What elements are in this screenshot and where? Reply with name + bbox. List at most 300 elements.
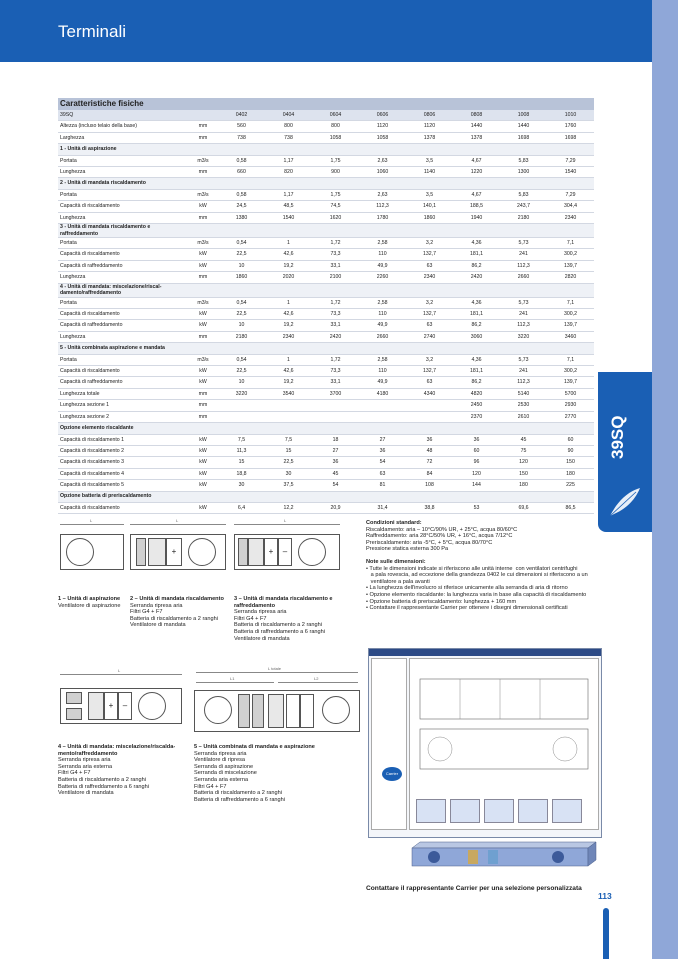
section-label: 3 - Unità di mandata riscaldamento e raffreddamento bbox=[58, 224, 188, 238]
fan-icon bbox=[138, 692, 166, 720]
empty-cell bbox=[188, 178, 218, 189]
diagram-unit-4 bbox=[58, 668, 184, 738]
dimension-line bbox=[234, 524, 340, 525]
damper-icon bbox=[238, 694, 250, 728]
value-cell: 1060 bbox=[359, 167, 406, 178]
dimension-label: L bbox=[118, 668, 121, 673]
value-cell: 1940 bbox=[453, 212, 500, 223]
unit-cell: mm bbox=[188, 272, 218, 283]
unit-cell: m3/s bbox=[188, 238, 218, 249]
caption-line: Ventilatore di aspirazione bbox=[58, 602, 121, 609]
row-label: Portata bbox=[58, 189, 188, 200]
software-screenshot bbox=[368, 648, 602, 838]
plus-symbol: + bbox=[268, 547, 274, 556]
empty-cell bbox=[312, 144, 359, 155]
unit-cell: kW bbox=[188, 201, 218, 212]
value-cell: 560 bbox=[218, 121, 265, 132]
value-cell: 2,58 bbox=[359, 297, 406, 308]
value-cell: 54 bbox=[312, 480, 359, 491]
value-cell: 1058 bbox=[359, 132, 406, 143]
value-cell: 3540 bbox=[265, 388, 312, 399]
section-label: Opzione elemento riscaldante bbox=[58, 423, 188, 434]
unit-cell: kW bbox=[188, 320, 218, 331]
value-cell: 1860 bbox=[218, 272, 265, 283]
value-cell bbox=[218, 411, 265, 422]
value-cell: 3,2 bbox=[406, 354, 453, 365]
value-cell: 181,1 bbox=[453, 249, 500, 260]
value-cell: 181,1 bbox=[453, 309, 500, 320]
unit-cell: kW bbox=[188, 377, 218, 388]
value-cell: 1140 bbox=[406, 167, 453, 178]
damper-icon bbox=[66, 708, 82, 720]
empty-cell bbox=[312, 224, 359, 238]
damper-icon bbox=[238, 538, 248, 566]
dimension-line bbox=[60, 674, 182, 675]
heating-coil-icon bbox=[286, 694, 300, 728]
model-cell: 0806 bbox=[406, 110, 453, 121]
empty-cell bbox=[406, 343, 453, 354]
value-cell: 150 bbox=[500, 468, 547, 479]
table-row bbox=[58, 249, 594, 260]
row-label: Capacità di riscaldamento bbox=[58, 366, 188, 377]
value-cell bbox=[265, 411, 312, 422]
specs-table-section bbox=[58, 98, 594, 514]
value-cell: 188,5 bbox=[453, 201, 500, 212]
value-cell: 108 bbox=[406, 480, 453, 491]
unit-cell: kW bbox=[188, 366, 218, 377]
table-row bbox=[58, 331, 594, 342]
section-label: 4 - Unità di mandata: miscelazione/riscal-damento/raffreddamento bbox=[58, 283, 188, 297]
value-cell: 2660 bbox=[359, 331, 406, 342]
value-cell: 241 bbox=[500, 249, 547, 260]
empty-cell bbox=[265, 283, 312, 297]
caption-line: Batteria di riscaldamento a 2 ranghi bbox=[58, 776, 146, 783]
value-cell: 2450 bbox=[453, 400, 500, 411]
value-cell: 30 bbox=[265, 468, 312, 479]
unit-cell: mm bbox=[188, 132, 218, 143]
page-title: Terminali bbox=[58, 22, 127, 41]
value-cell: 31,4 bbox=[359, 502, 406, 513]
value-cell: 12,2 bbox=[265, 502, 312, 513]
value-cell: 10 bbox=[218, 260, 265, 271]
caption-unit-4 bbox=[58, 744, 188, 797]
unit-cell: m3/s bbox=[188, 155, 218, 166]
value-cell: 22,5 bbox=[265, 457, 312, 468]
table-row bbox=[58, 238, 594, 249]
caption-line: Serranda ripresa aria bbox=[58, 757, 111, 764]
row-label: Lunghezza bbox=[58, 331, 188, 342]
row-label: Lunghezza bbox=[58, 167, 188, 178]
value-cell bbox=[359, 400, 406, 411]
minus-symbol: – bbox=[122, 701, 128, 710]
value-cell: 22,5 bbox=[218, 249, 265, 260]
table-row bbox=[58, 457, 594, 468]
value-cell: 1698 bbox=[547, 132, 594, 143]
caption-line: Filtri G4 + F7 bbox=[194, 783, 227, 790]
caption-line: Filtri G4 + F7 bbox=[130, 609, 163, 616]
value-cell: 5,73 bbox=[500, 238, 547, 249]
value-cell: 86,2 bbox=[453, 320, 500, 331]
cooling-coil-icon bbox=[278, 538, 292, 566]
dimension-label: L bbox=[90, 518, 93, 523]
empty-cell bbox=[359, 423, 406, 434]
value-cell: 38,8 bbox=[406, 502, 453, 513]
fan-icon bbox=[298, 538, 326, 566]
section-label: 1 - Unità di aspirazione bbox=[58, 144, 188, 155]
value-cell: 144 bbox=[453, 480, 500, 491]
thumbnail bbox=[450, 799, 480, 823]
fan-icon bbox=[66, 538, 94, 566]
unit-cell: kW bbox=[188, 502, 218, 513]
empty-cell bbox=[500, 423, 547, 434]
empty-cell bbox=[500, 178, 547, 189]
return-fan-icon bbox=[204, 696, 232, 724]
value-cell: 18 bbox=[312, 434, 359, 445]
table-row bbox=[58, 121, 594, 132]
unit-cell: m3/s bbox=[188, 354, 218, 365]
unit-cell bbox=[188, 110, 218, 121]
contact-note: Contattare il rappresentante Carrier per una selezione personalizzata bbox=[366, 885, 582, 892]
value-cell: 75 bbox=[500, 445, 547, 456]
model-cell: 0404 bbox=[265, 110, 312, 121]
row-label: Portata bbox=[58, 297, 188, 308]
damper-icon bbox=[136, 538, 146, 566]
row-label: Portata bbox=[58, 354, 188, 365]
value-cell: 3220 bbox=[500, 331, 547, 342]
value-cell: 1,72 bbox=[312, 354, 359, 365]
table-row bbox=[58, 468, 594, 479]
value-cell: 140,1 bbox=[406, 201, 453, 212]
value-cell: 4180 bbox=[359, 388, 406, 399]
value-cell: 1760 bbox=[547, 121, 594, 132]
value-cell bbox=[312, 400, 359, 411]
value-cell: 2,58 bbox=[359, 238, 406, 249]
row-label: Capacità di riscaldamento bbox=[58, 309, 188, 320]
unit-cell: kW bbox=[188, 468, 218, 479]
model-cell: 1010 bbox=[547, 110, 594, 121]
table-row bbox=[58, 155, 594, 166]
value-cell: 69,6 bbox=[500, 502, 547, 513]
empty-cell bbox=[218, 343, 265, 354]
empty-cell bbox=[359, 343, 406, 354]
value-cell: 7,1 bbox=[547, 238, 594, 249]
empty-cell bbox=[312, 178, 359, 189]
page-header bbox=[0, 0, 652, 62]
value-cell: 139,7 bbox=[547, 377, 594, 388]
caption-line: Batteria di riscaldamento a 2 ranghi bbox=[234, 622, 322, 629]
unit-3d-model bbox=[408, 838, 600, 868]
plus-symbol: + bbox=[108, 701, 114, 710]
value-cell: 6,4 bbox=[218, 502, 265, 513]
note-line: ventilatore a pala avanti bbox=[366, 578, 430, 585]
row-label: Altezza (incluso telaio della base) bbox=[58, 121, 188, 132]
value-cell: 33,1 bbox=[312, 377, 359, 388]
empty-cell bbox=[218, 423, 265, 434]
value-cell: 53 bbox=[453, 502, 500, 513]
right-sidebar-strip bbox=[652, 0, 678, 959]
product-tab bbox=[598, 372, 652, 532]
value-cell: 2,63 bbox=[359, 189, 406, 200]
caption-title: 4 – Unità di mandata: miscelazione/riscalda-mento/raffreddamento bbox=[58, 744, 176, 757]
unit-cell: m3/s bbox=[188, 297, 218, 308]
note-line: • Contattare il rappresentante Carrier per ottenere i disegni dimensionali certificati bbox=[366, 605, 568, 612]
table-row bbox=[58, 189, 594, 200]
empty-cell bbox=[359, 178, 406, 189]
table-section-row bbox=[58, 343, 594, 354]
value-cell: 1,75 bbox=[312, 189, 359, 200]
empty-cell bbox=[453, 283, 500, 297]
row-label: Lunghezza bbox=[58, 212, 188, 223]
value-cell: 112,3 bbox=[359, 201, 406, 212]
note-line: Pressione statica esterna 300 Pa bbox=[366, 546, 449, 553]
empty-cell bbox=[359, 491, 406, 502]
value-cell: 63 bbox=[406, 320, 453, 331]
value-cell: 1378 bbox=[406, 132, 453, 143]
unit-cell: mm bbox=[188, 411, 218, 422]
empty-cell bbox=[312, 491, 359, 502]
dimension-label: L bbox=[176, 518, 179, 523]
value-cell: 48,5 bbox=[265, 201, 312, 212]
empty-cell bbox=[359, 283, 406, 297]
caption-line: Filtri G4 + F7 bbox=[234, 615, 267, 622]
value-cell: 63 bbox=[359, 468, 406, 479]
value-cell: 180 bbox=[547, 468, 594, 479]
filter-icon bbox=[88, 692, 104, 720]
row-label: Capacità di riscaldamento 2 bbox=[58, 445, 188, 456]
value-cell: 2660 bbox=[500, 272, 547, 283]
value-cell: 1,17 bbox=[265, 155, 312, 166]
unit-drawing-icon bbox=[410, 659, 598, 789]
empty-cell bbox=[453, 224, 500, 238]
dimension-line bbox=[130, 524, 226, 525]
value-cell: 42,6 bbox=[265, 366, 312, 377]
value-cell: 4,36 bbox=[453, 297, 500, 308]
thumbnail bbox=[484, 799, 514, 823]
value-cell: 7,29 bbox=[547, 189, 594, 200]
empty-cell bbox=[312, 423, 359, 434]
caption-line: Serranda di aspirazione bbox=[194, 763, 254, 770]
value-cell: 3460 bbox=[547, 331, 594, 342]
value-cell: 1440 bbox=[453, 121, 500, 132]
value-cell: 300,2 bbox=[547, 309, 594, 320]
value-cell: 1,72 bbox=[312, 297, 359, 308]
value-cell: 800 bbox=[265, 121, 312, 132]
section-label: 2 - Unità di mandata riscaldamento bbox=[58, 178, 188, 189]
fan-icon bbox=[322, 696, 350, 724]
row-label: Lunghezza bbox=[58, 272, 188, 283]
empty-cell bbox=[265, 178, 312, 189]
diagram-unit-3 bbox=[232, 518, 342, 586]
row-label: Capacità di riscaldamento 1 bbox=[58, 434, 188, 445]
value-cell: 2370 bbox=[453, 411, 500, 422]
diagram-unit-5 bbox=[190, 666, 362, 740]
value-cell: 132,7 bbox=[406, 249, 453, 260]
value-cell: 2530 bbox=[500, 400, 547, 411]
value-cell: 73,3 bbox=[312, 366, 359, 377]
value-cell: 660 bbox=[218, 167, 265, 178]
value-cell: 132,7 bbox=[406, 309, 453, 320]
empty-cell bbox=[500, 144, 547, 155]
value-cell: 139,7 bbox=[547, 260, 594, 271]
caption-line: Filtri G4 + F7 bbox=[58, 770, 91, 777]
row-label: Capacità di raffreddamento bbox=[58, 377, 188, 388]
row-label: Lunghezza sezione 1 bbox=[58, 400, 188, 411]
table-row bbox=[58, 354, 594, 365]
dimension-label-l2: L2 bbox=[314, 676, 319, 681]
page-number: 113 bbox=[598, 891, 612, 901]
table-row bbox=[58, 260, 594, 271]
empty-cell bbox=[359, 224, 406, 238]
empty-cell bbox=[188, 224, 218, 238]
value-cell: 150 bbox=[547, 457, 594, 468]
value-cell: 1 bbox=[265, 354, 312, 365]
unit-cell: kW bbox=[188, 249, 218, 260]
value-cell: 1,75 bbox=[312, 155, 359, 166]
table-row bbox=[58, 411, 594, 422]
caption-title: 3 – Unità di mandata riscaldamento e raffreddamento bbox=[234, 596, 333, 609]
caption-title: 1 – Unità di aspirazione bbox=[58, 596, 121, 602]
value-cell: 2180 bbox=[500, 212, 547, 223]
value-cell: 1300 bbox=[500, 167, 547, 178]
table-row bbox=[58, 434, 594, 445]
model-label: 39SQ bbox=[58, 110, 188, 121]
empty-cell bbox=[218, 178, 265, 189]
empty-cell bbox=[500, 224, 547, 238]
value-cell: 7,5 bbox=[265, 434, 312, 445]
empty-cell bbox=[188, 144, 218, 155]
plus-symbol: + bbox=[171, 547, 177, 556]
empty-cell bbox=[406, 491, 453, 502]
value-cell bbox=[312, 411, 359, 422]
caption-line: Batteria di raffreddamento a 6 ranghi bbox=[58, 783, 150, 790]
caption-title: 5 – Unità combinata di mandata e aspirazione bbox=[194, 744, 315, 750]
table-row bbox=[58, 212, 594, 223]
note-line: a pala rovescia, ad eccezione della grandezza 0402 le cui dimensioni si riferiscono a un bbox=[366, 572, 588, 579]
value-cell: 45 bbox=[312, 468, 359, 479]
value-cell: 241 bbox=[500, 366, 547, 377]
value-cell: 900 bbox=[312, 167, 359, 178]
dimension-line bbox=[60, 524, 124, 525]
empty-cell bbox=[406, 178, 453, 189]
value-cell: 2020 bbox=[265, 272, 312, 283]
note-line: Riscaldamento: aria – 10°C/90% UR, + 25°C, acqua 80/60°C bbox=[366, 526, 518, 533]
damper-icon bbox=[66, 692, 82, 704]
caption-line: Serranda ripresa aria bbox=[130, 602, 183, 609]
value-cell: 820 bbox=[265, 167, 312, 178]
dimension-line bbox=[278, 682, 358, 683]
value-cell: 73,3 bbox=[312, 309, 359, 320]
row-label: Portata bbox=[58, 155, 188, 166]
value-cell: 3,2 bbox=[406, 297, 453, 308]
model-cell: 0402 bbox=[218, 110, 265, 121]
table-model-row bbox=[58, 110, 594, 121]
dimension-label-total: L totale bbox=[268, 666, 281, 671]
screenshot-titlebar bbox=[369, 649, 601, 656]
value-cell: 15 bbox=[265, 445, 312, 456]
value-cell: 7,1 bbox=[547, 297, 594, 308]
value-cell: 180 bbox=[500, 480, 547, 491]
value-cell: 2820 bbox=[547, 272, 594, 283]
value-cell: 2340 bbox=[547, 212, 594, 223]
value-cell: 112,3 bbox=[500, 260, 547, 271]
table-row bbox=[58, 297, 594, 308]
row-label: Larghezza bbox=[58, 132, 188, 143]
value-cell: 4,36 bbox=[453, 354, 500, 365]
value-cell: 2420 bbox=[312, 331, 359, 342]
value-cell: 84 bbox=[406, 468, 453, 479]
value-cell: 27 bbox=[359, 434, 406, 445]
value-cell: 1058 bbox=[312, 132, 359, 143]
table-row bbox=[58, 272, 594, 283]
specs-table-title: Caratteristiche fisiche bbox=[58, 98, 594, 110]
unit-cell: mm bbox=[188, 167, 218, 178]
unit-cell: kW bbox=[188, 260, 218, 271]
value-cell: 20,9 bbox=[312, 502, 359, 513]
value-cell: 3,2 bbox=[406, 238, 453, 249]
empty-cell bbox=[406, 144, 453, 155]
caption-line: Batteria di raffreddamento a 6 ranghi bbox=[194, 796, 286, 803]
value-cell bbox=[406, 400, 453, 411]
row-label: Capacità di riscaldamento bbox=[58, 249, 188, 260]
dimension-line bbox=[196, 682, 274, 683]
fan-icon bbox=[188, 538, 216, 566]
value-cell: 36 bbox=[453, 434, 500, 445]
value-cell: 738 bbox=[218, 132, 265, 143]
specs-table bbox=[58, 110, 594, 514]
empty-cell bbox=[500, 491, 547, 502]
note-line: • Tutte le dimensioni indicate si riferiscono alle unità interne con ventilatori centrifughi bbox=[366, 565, 578, 572]
value-cell: 18,8 bbox=[218, 468, 265, 479]
value-cell bbox=[359, 411, 406, 422]
unit-cell: kW bbox=[188, 480, 218, 491]
value-cell: 3700 bbox=[312, 388, 359, 399]
note-line: • Opzione batteria di preriscaldamento: lunghezza + 160 mm bbox=[366, 598, 517, 605]
value-cell: 4820 bbox=[453, 388, 500, 399]
value-cell: 110 bbox=[359, 249, 406, 260]
value-cell: 36 bbox=[359, 445, 406, 456]
unit-cell: kW bbox=[188, 309, 218, 320]
value-cell: 1378 bbox=[453, 132, 500, 143]
value-cell: 86,2 bbox=[453, 377, 500, 388]
value-cell: 1620 bbox=[312, 212, 359, 223]
value-cell: 81 bbox=[359, 480, 406, 491]
caption-line: Ventilatore di mandata bbox=[234, 635, 290, 642]
diagram-unit-1 bbox=[58, 518, 126, 586]
table-row bbox=[58, 309, 594, 320]
value-cell: 2770 bbox=[547, 411, 594, 422]
empty-cell bbox=[406, 423, 453, 434]
value-cell: 24,5 bbox=[218, 201, 265, 212]
empty-cell bbox=[406, 224, 453, 238]
row-label: Lunghezza totale bbox=[58, 388, 188, 399]
table-row bbox=[58, 480, 594, 491]
value-cell: 2340 bbox=[265, 331, 312, 342]
caption-line: Serranda ripresa aria bbox=[194, 750, 247, 757]
feather-icon bbox=[606, 484, 644, 520]
thumbnail bbox=[416, 799, 446, 823]
table-row bbox=[58, 400, 594, 411]
value-cell: 181,1 bbox=[453, 366, 500, 377]
note-line: • Opzione elemento riscaldante: la lunghezza varia in base alla capacità di riscaldamento bbox=[366, 591, 587, 598]
value-cell: 5,73 bbox=[500, 297, 547, 308]
value-cell: 63 bbox=[406, 260, 453, 271]
damper-icon bbox=[252, 694, 264, 728]
caption-line: Serranda ripresa aria bbox=[234, 609, 287, 616]
row-label: Capacità di riscaldamento bbox=[58, 201, 188, 212]
filter-icon bbox=[248, 538, 264, 566]
unit-cell: kW bbox=[188, 457, 218, 468]
caption-line: Ventilatore di mandata bbox=[130, 622, 186, 629]
